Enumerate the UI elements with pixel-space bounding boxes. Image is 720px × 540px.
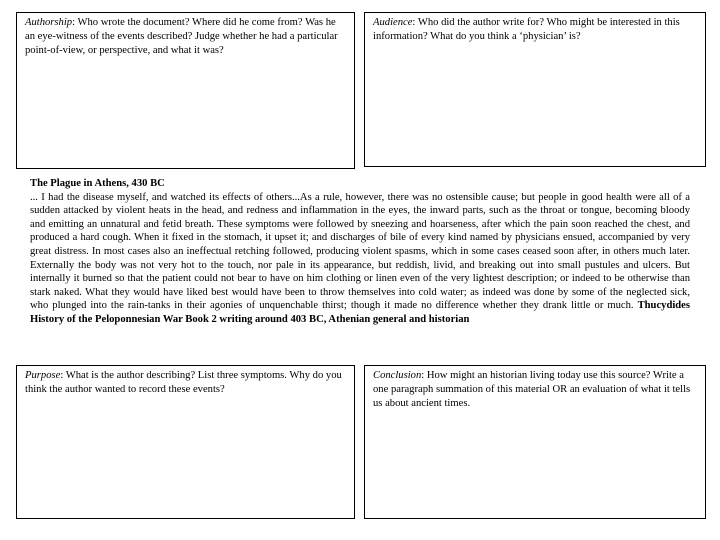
purpose-question: : What is the author describing? List three symptoms. Why do you think the author wanted to record these events?: [25, 370, 342, 395]
source-citation: Thucydides History of the Peloponnesian War Book 2 writing around 403 BC, Athenian general and historian: [30, 300, 690, 325]
purpose-label: Purpose: [25, 370, 61, 381]
audience-label: Audience: [373, 17, 413, 28]
conclusion-question: : How might an historian living today use this source? Write a one paragraph summation of this material OR an evaluation of what it tells us about ancient times.: [373, 370, 691, 409]
conclusion-label: Conclusion: [373, 370, 422, 381]
conclusion-question-box[interactable]: [364, 365, 706, 519]
audience-question: : Who did the author write for? Who might be interested in this information? What do you think a ‘physician’ is?: [373, 17, 680, 42]
source-body: [30, 191, 690, 327]
source-title: The Plague in Athens, 430 BC: [30, 178, 165, 189]
authorship-question: : Who wrote the document? Where did he come from? Was he an eye-witness of the events described? Judge whether he had a particular point-of-view, or perspective, and what it was?: [25, 17, 338, 56]
source-excerpt: [30, 177, 690, 327]
authorship-label: Authorship: [25, 17, 73, 28]
audience-question-box[interactable]: [364, 12, 706, 167]
purpose-question-box[interactable]: [16, 365, 355, 519]
source-text: ... I had the disease myself, and watched its effects of others...As a rule, however, there was no ostensible cause; but people in good health were all of a sudden attacked by violent heats in the head, and redness and inflammation in the eyes, the inward parts, such as the throat or tongue, becoming bloody and emitting an unnatural and fetid breath. These symptoms were followed by sneezing and hoarseness, after which the pain soon reached the chest, and produced a hard cough. When it fixed in the stomach, it upset it; and discharges of bile of every kind named by physicians ensued, accompanied by very great distress. In most cases also an ineffectual retching followed, producing violent spasms, which in some cases ceased soon after, in others much later. Externally the body was not very hot to the touch, nor pale in its appearance, but reddish, livid, and breaking out into small pustules and ulcers. But internally it burned so that the patient could not bear to have on him clothing or linen even of the very lightest description; or indeed to be otherwise than stark naked. What they would have liked best would have been to throw themselves into cold water; as indeed was done by some of the neglected sick, who plunged into the rain-tanks in their agonies of unquenchable thirst; though it made no difference whether they drank little or much.: [30, 191, 690, 312]
authorship-question-box[interactable]: [16, 12, 355, 169]
